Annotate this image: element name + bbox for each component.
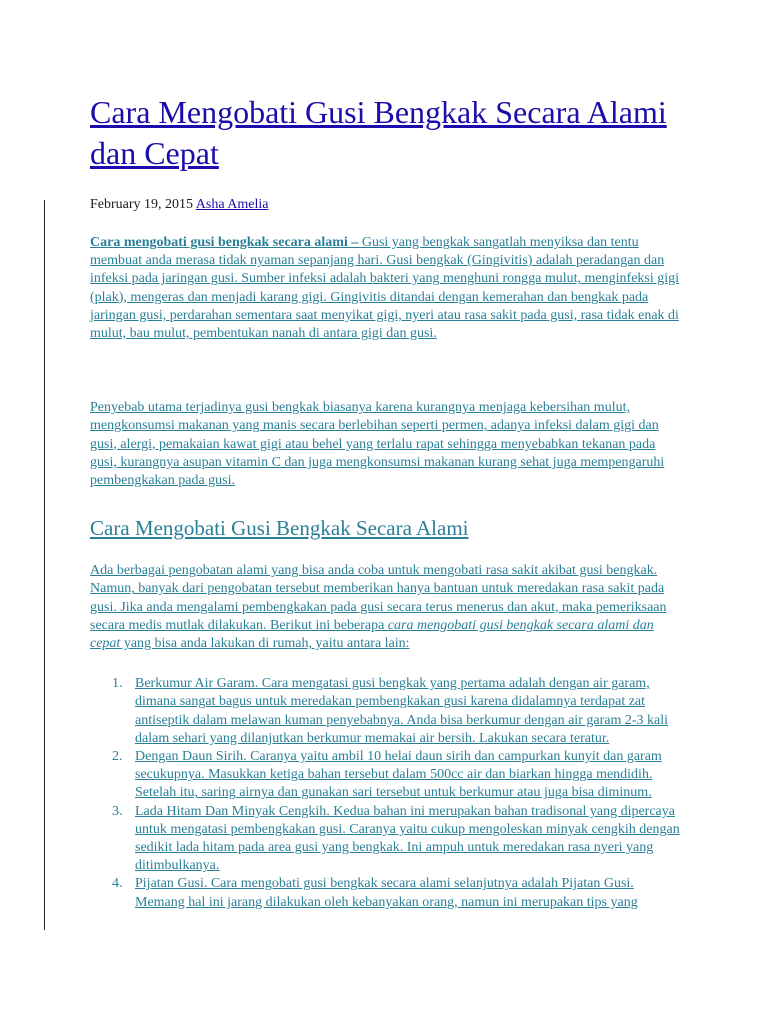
list-item-text[interactable]: Lada Hitam Dan Minyak Cengkih. Kedua bahan ini merupakan bahan tradisonal yang dipercaya untuk mengatasi pembengkakan gusi. Caranya yaitu cukup mengoleskan minyak cengkih dengan sedikit lada hitam pada area gusi yang bengkak. Ini ampuh untuk meredakan rasa nyeri yang ditimbulkanya. — [135, 803, 680, 874]
list-item-text[interactable]: Pijatan Gusi. Cara mengobati gusi bengkak secara alami selanjutnya adalah Pijatan Gusi. Memang hal ini jarang dilakukan oleh kebanyakan orang, namun ini merupakan tips yang — [135, 876, 638, 910]
list-item — [90, 748, 682, 803]
intro-paragraph — [90, 234, 682, 343]
section-heading — [90, 514, 682, 542]
lead-text-1: Ada berbagai pengobatan alami yang bisa anda coba untuk mengobati rasa sakit akibat gusi bengkak. Namun, banyak dari pengobatan tersebut memberikan hanya bantuan untuk meredakan rasa sakit pada gusi. Jika anda mengalami pembengkakan pada gusi secara terus menerus dan akut, maka pemeriksaan secara medis mutlak dilakukan. Berikut ini beberapa — [90, 563, 667, 633]
list-item-number: 2. — [112, 749, 123, 765]
article — [90, 92, 682, 912]
lead-italic: cara mengobati gusi bengkak secara alami dan cepat — [90, 617, 654, 652]
list-item-number: 3. — [112, 803, 123, 819]
lead-text-2: yang bisa anda lakukan di rumah, yaitu antara lain: — [120, 636, 410, 652]
intro-link[interactable] — [90, 235, 679, 341]
section-heading-link[interactable]: Cara Mengobati Gusi Bengkak Secara Alami — [90, 516, 469, 541]
page-title — [90, 92, 682, 174]
cause-paragraph — [90, 399, 682, 490]
lead-link[interactable] — [90, 563, 667, 651]
list-item — [90, 803, 682, 876]
list-item-text[interactable]: Dengan Daun Sirih. Caranya yaitu ambil 10 helai daun sirih dan campurkan kunyit dan garam secukupnya. Masukkan ketiga bahan tersebut dalam 500cc air dan biarkan hingga mendidih. Setelah itu, saring airnya dan gunakan sari tersebut untuk berkumur atau juga bisa diminum. — [135, 749, 662, 801]
list-item-number: 1. — [112, 676, 123, 692]
list-item — [90, 675, 682, 748]
list-item-text[interactable]: Berkumur Air Garam. Cara mengatasi gusi bengkak yang pertama adalah dengan air garam, dimana sangat bagus untuk meredakan pembengkakan gusi karena didalamnya terdapat zat antiseptik dalam melawan kuman penyebabnya. Anda bisa berkumur dengan air garam 2-3 kali dalam sehari yang dilanjutkan berkumur memakai air bersih. Lakukan secara teratur. — [135, 676, 668, 746]
post-date: February 19, 2015 — [90, 197, 194, 212]
list-item-number: 4. — [112, 876, 123, 892]
lead-paragraph — [90, 562, 682, 653]
margin-rule — [44, 200, 45, 930]
remedy-list — [90, 675, 682, 912]
list-item — [90, 875, 682, 911]
author-link[interactable]: Asha Amelia — [195, 197, 269, 212]
post-meta — [90, 196, 682, 214]
intro-text: Gusi yang bengkak sangatlah menyiksa dan tentu membuat anda merasa tidak nyaman sepanjang hari. Gusi bengkak (Gingivitis) adalah peradangan dan infeksi pada jaringan gusi. Sumber infeksi adalah bakteri yang menghuni rongga mulut, menginfeksi gigi (plak), mengeras dan menjadi karang gigi. Gingivitis ditandai dengan kemerahan dan bengkak pada jaringan gusi, perdarahan sementara saat menyikat gigi, nyeri atau rasa sakit pada gusi, rasa tidak enak di mulut, bau mulut, pembentukan nanah di antara gigi dan gusi. — [90, 235, 680, 342]
title-link[interactable]: Cara Mengobati Gusi Bengkak Secara Alami dan Cepat — [90, 94, 667, 171]
cause-link[interactable]: Penyebab utama terjadinya gusi bengkak biasanya karena kurangnya menjaga kebersihan mulut, mengkonsumsi makanan yang manis secara berlebihan seperti permen, adanya infeksi dalam gigi dan gusi, alergi, pemakaian kawat gigi atau behel yang terlalu rapat sehingga menyebabkan tekanan pada gusi, kurangnya asupan vitamin C dan juga mengkonsumsi makanan kurang sehat juga mempengaruhi pembengkakan pada gusi. — [90, 400, 665, 489]
intro-bold: Cara mengobati gusi bengkak secara alami – — [90, 235, 359, 250]
